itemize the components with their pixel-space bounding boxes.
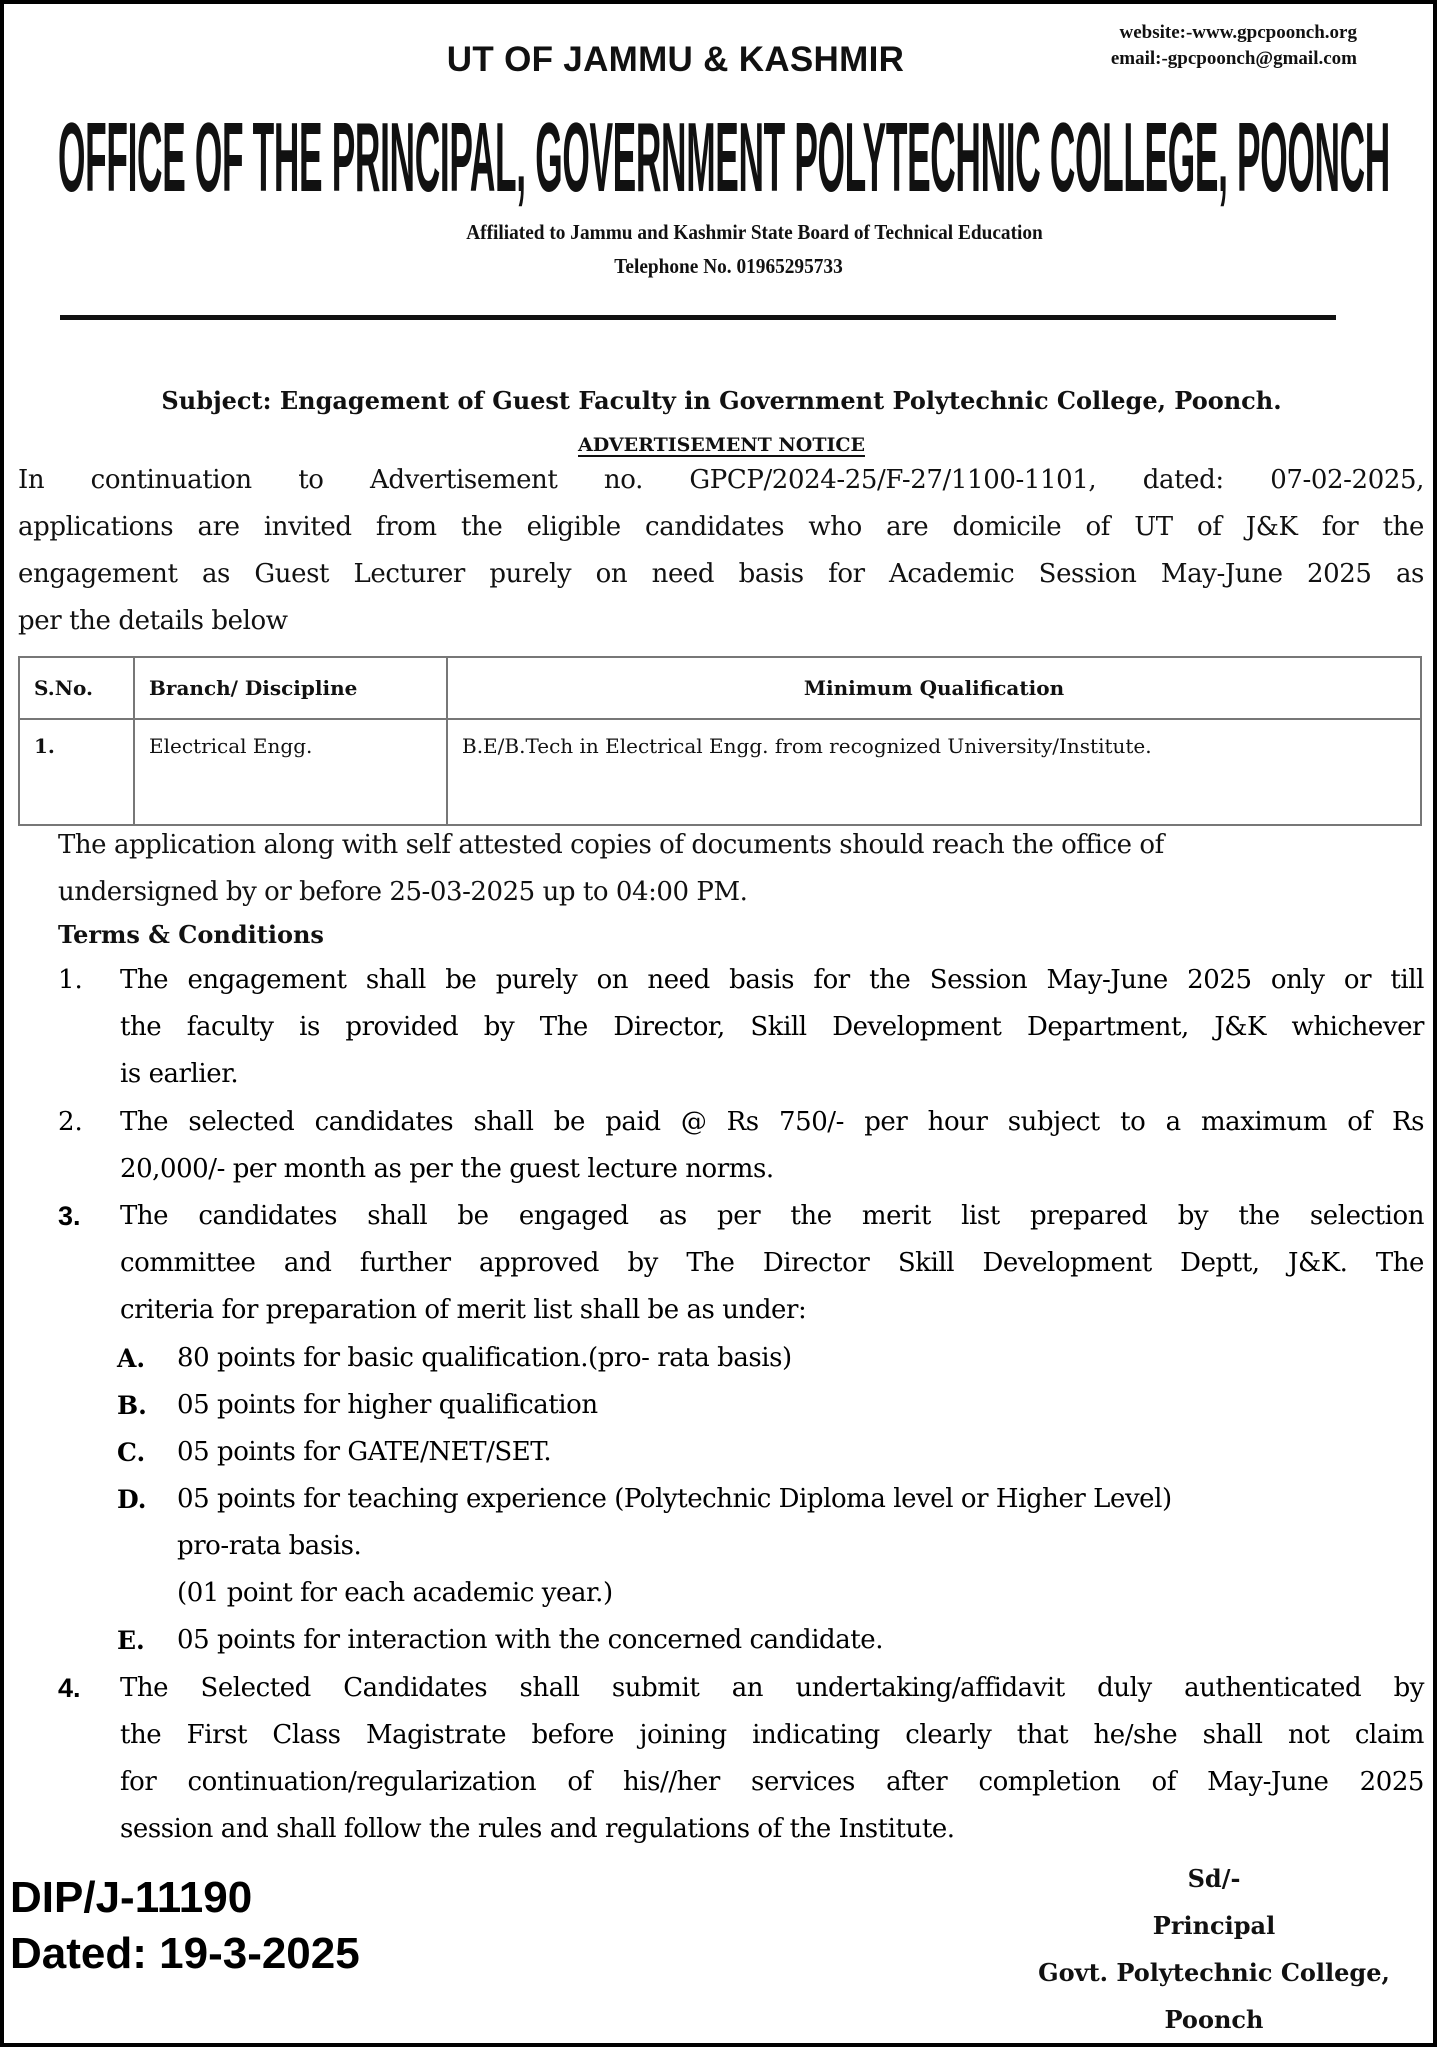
header-sno: S.No. bbox=[19, 657, 134, 719]
cell-qualification: B.E/B.Tech in Electrical Engg. from recognized University/Institute. bbox=[447, 719, 1421, 825]
term-line: is earlier. bbox=[120, 1059, 239, 1089]
dated-text: Dated: 19-3-2025 bbox=[10, 1929, 360, 1978]
term-marker: 2. bbox=[58, 1107, 83, 1137]
header-divider bbox=[60, 315, 1336, 320]
criteria-text: (01 point for each academic year.) bbox=[177, 1578, 613, 1608]
application-paragraph bbox=[58, 822, 1164, 916]
term-line: criteria for preparation of merit list shall be as under: bbox=[120, 1295, 807, 1325]
term-line: for continuation/regularization of his//her services after completion of May-June 2025 bbox=[120, 1767, 1424, 1797]
application-line: undersigned by or before 25-03-2025 up to 04:00 PM. bbox=[58, 877, 748, 907]
intro-line: applications are invited from the eligible candidates who are domicile of UT of J&K for the bbox=[18, 512, 1424, 542]
intro-line: per the details below bbox=[18, 606, 288, 636]
application-line: The application along with self attested copies of documents should reach the office of bbox=[58, 830, 1164, 860]
signature-block bbox=[1004, 1855, 1424, 2043]
criteria-text: 05 points for GATE/NET/SET. bbox=[177, 1437, 552, 1467]
terms-heading: Terms & Conditions bbox=[58, 920, 324, 949]
term-line: The Selected Candidates shall submit an undertaking/affidavit duly authenticated by bbox=[120, 1673, 1424, 1703]
criteria-marker: D. bbox=[117, 1485, 147, 1514]
term-line: 20,000/- per month as per the guest lecture norms. bbox=[120, 1154, 774, 1184]
header-branch: Branch/ Discipline bbox=[134, 657, 447, 719]
cell-branch: Electrical Engg. bbox=[134, 719, 447, 825]
email-text: email:-gpcpoonch@gmail.com bbox=[1110, 48, 1357, 69]
criteria-marker: C. bbox=[117, 1438, 146, 1467]
table-header-row bbox=[19, 657, 1421, 719]
term-marker: 4. bbox=[58, 1673, 81, 1703]
subject-line: Subject: Engagement of Guest Faculty in Government Polytechnic College, Poonch. bbox=[161, 386, 1282, 415]
cell-sno: 1. bbox=[19, 719, 134, 825]
office-title: OFFICE OF THE PRINCIPAL, GOVERNMENT POLYTECHNIC COLLEGE, POONCH bbox=[58, 102, 1390, 212]
intro-line: In continuation to Advertisement no. GPCP/2024-25/F-27/1100-1101, dated: 07-02-2025, bbox=[18, 465, 1424, 495]
advertisement-notice-page bbox=[4, 4, 1433, 2043]
signature-place: Poonch bbox=[1164, 2005, 1264, 2034]
term-line: the faculty is provided by The Director, Skill Development Department, J&K whichever bbox=[120, 1012, 1424, 1042]
table-row bbox=[19, 719, 1421, 825]
telephone-text: Telephone No. 01965295733 bbox=[614, 254, 843, 278]
ut-title: UT OF JAMMU & KASHMIR bbox=[446, 40, 905, 79]
header-qualification: Minimum Qualification bbox=[447, 657, 1421, 719]
criteria-marker: A. bbox=[117, 1344, 146, 1373]
term-line: The engagement shall be purely on need basis for the Session May-June 2025 only or till bbox=[120, 965, 1424, 995]
criteria-text: 05 points for teaching experience (Polytechnic Diploma level or Higher Level) bbox=[177, 1484, 1172, 1514]
website-text: website:-www.gpcpoonch.org bbox=[1119, 22, 1357, 43]
term-line: the First Class Magistrate before joining indicating clearly that he/she shall not claim bbox=[120, 1720, 1424, 1750]
term-marker: 3. bbox=[58, 1201, 81, 1231]
intro-paragraph bbox=[18, 457, 1424, 645]
notice-title-text: ADVERTISEMENT NOTICE bbox=[578, 434, 865, 456]
term-marker: 1. bbox=[58, 965, 83, 995]
criteria-text: pro-rata basis. bbox=[177, 1531, 362, 1561]
signature-sd: Sd/- bbox=[1187, 1864, 1241, 1893]
dip-number: DIP/J-11190 bbox=[10, 1873, 253, 1922]
criteria-text: 80 points for basic qualification.(pro- rata basis) bbox=[177, 1343, 792, 1373]
qualification-table bbox=[18, 656, 1422, 826]
term-line: session and shall follow the rules and regulations of the Institute. bbox=[120, 1814, 955, 1844]
term-line: The candidates shall be engaged as per the merit list prepared by the selection bbox=[120, 1201, 1424, 1231]
intro-line: engagement as Guest Lecturer purely on need basis for Academic Session May-June 2025 as bbox=[18, 559, 1424, 589]
affiliation-text: Affiliated to Jammu and Kashmir State Board of Technical Education bbox=[466, 220, 1043, 244]
term-line: The selected candidates shall be paid @ Rs 750/- per hour subject to a maximum of Rs bbox=[120, 1107, 1424, 1137]
criteria-marker: B. bbox=[117, 1391, 147, 1420]
criteria-text: 05 points for interaction with the concerned candidate. bbox=[177, 1625, 884, 1655]
notice-title bbox=[7, 434, 1433, 456]
criteria-marker: E. bbox=[117, 1626, 145, 1655]
term-line: committee and further approved by The Director Skill Development Deptt, J&K. The bbox=[120, 1248, 1424, 1278]
criteria-text: 05 points for higher qualification bbox=[177, 1390, 598, 1420]
signature-designation: Principal bbox=[1152, 1911, 1276, 1940]
signature-institution: Govt. Polytechnic College, bbox=[1038, 1958, 1390, 1987]
